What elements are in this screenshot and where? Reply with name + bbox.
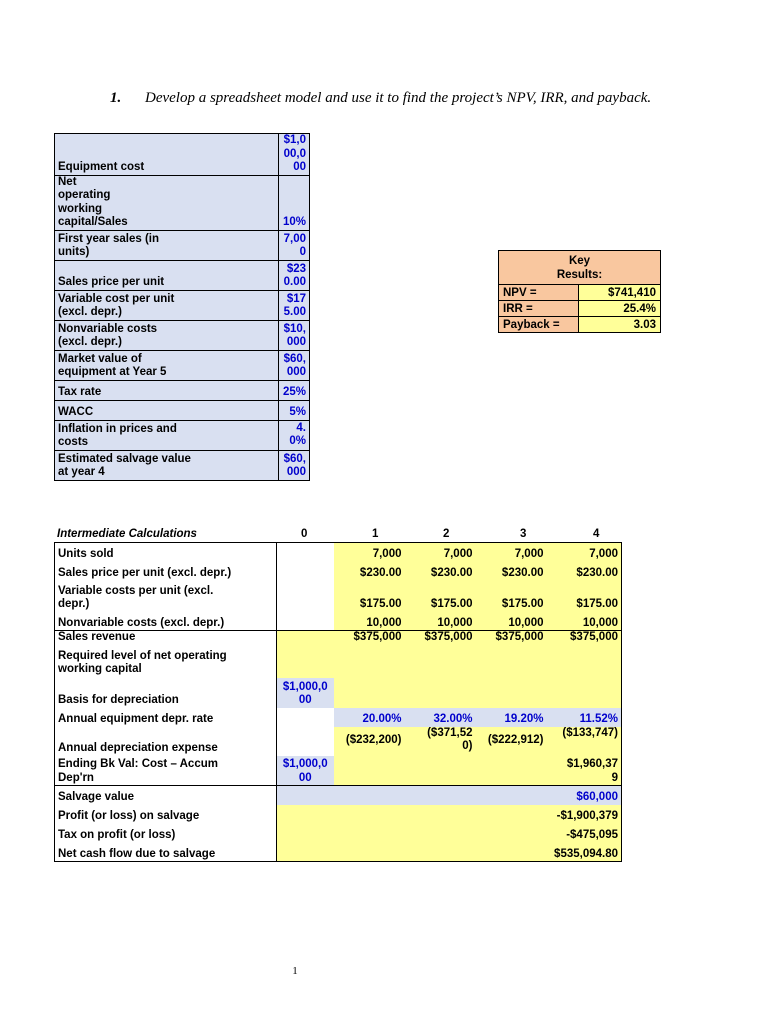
row-label: Ending Bk Val: Cost – Accum Dep'rn (55, 756, 277, 786)
irr-label: IRR = (499, 301, 579, 317)
row-label: Salvage value (55, 786, 277, 805)
cell[interactable]: $375,000 (547, 631, 622, 650)
cell[interactable]: $230.00 (547, 562, 622, 581)
table-row (55, 543, 622, 562)
cell[interactable]: $535,094.80 (547, 843, 622, 862)
question-text: Develop a spreadsheet model and use it to find the project’s NPV, IRR, and payback. (145, 90, 652, 106)
year-0-header: 0 (301, 528, 308, 540)
input-label: Variable cost per unit (excl. depr.) (55, 290, 279, 320)
cell[interactable]: 10,000 (405, 612, 476, 631)
table-row (55, 786, 622, 805)
cell[interactable]: 7,000 (547, 543, 622, 562)
row-label: Profit (or loss) on salvage (55, 805, 277, 824)
table-row (55, 805, 622, 824)
cell[interactable] (277, 727, 334, 756)
table-row (55, 843, 622, 862)
irr-value[interactable]: 25.4% (579, 301, 661, 317)
irr-row (499, 301, 661, 317)
cell[interactable] (277, 631, 334, 650)
table-row (55, 824, 622, 843)
input-row (55, 175, 310, 230)
cell[interactable] (277, 708, 334, 727)
year-3-header: 3 (520, 528, 527, 540)
input-label: Market value of equipment at Year 5 (55, 350, 279, 380)
cell[interactable] (334, 843, 405, 862)
cell[interactable] (405, 843, 476, 862)
page-number: 1 (292, 965, 298, 977)
cell[interactable]: 7,000 (334, 543, 405, 562)
question-number: 1. (110, 90, 122, 106)
input-value[interactable]: $1,000,000 (278, 134, 309, 176)
cell[interactable]: $1,000,000 (277, 756, 334, 786)
cell[interactable]: 10,000 (476, 612, 547, 631)
input-label: Inflation in prices and costs (55, 420, 279, 450)
cell[interactable]: ($133,747) (547, 727, 622, 756)
input-row (55, 350, 310, 380)
input-label: Equipment cost (55, 134, 279, 176)
key-results-title: Key Results: (499, 251, 661, 285)
cell[interactable]: ($371,520) (405, 727, 476, 756)
cell[interactable]: $375,000 (405, 631, 476, 650)
cell[interactable] (405, 650, 476, 678)
row-label: Required level of net operating working capital (55, 650, 277, 678)
intermediate-calculations-table (54, 542, 622, 862)
table-row (55, 756, 622, 786)
cell[interactable]: 19.20% (476, 708, 547, 727)
input-row (55, 290, 310, 320)
cell[interactable] (277, 786, 334, 805)
key-results-table (498, 250, 661, 333)
cell[interactable] (334, 678, 405, 708)
npv-value[interactable]: $741,410 (579, 285, 661, 301)
cell[interactable]: 7,000 (476, 543, 547, 562)
input-value[interactable]: $230.00 (278, 260, 309, 290)
input-row (55, 450, 310, 480)
inputs-table (54, 133, 310, 481)
cell[interactable]: 10,000 (334, 612, 405, 631)
input-row (55, 400, 310, 420)
cell[interactable] (405, 824, 476, 843)
cell[interactable]: $375,000 (476, 631, 547, 650)
cell[interactable]: 20.00% (334, 708, 405, 727)
cell[interactable]: $60,000 (547, 786, 622, 805)
input-row (55, 420, 310, 450)
cell[interactable]: 7,000 (405, 543, 476, 562)
cell[interactable] (334, 786, 405, 805)
input-value[interactable]: $175.00 (278, 290, 309, 320)
cell[interactable] (476, 843, 547, 862)
input-row (55, 230, 310, 260)
cell[interactable]: $175.00 (334, 581, 405, 612)
cell[interactable] (277, 805, 334, 824)
cell[interactable]: $230.00 (334, 562, 405, 581)
npv-label: NPV = (499, 285, 579, 301)
cell[interactable] (334, 805, 405, 824)
calc-header (54, 528, 634, 542)
input-row (55, 260, 310, 290)
cell[interactable] (277, 562, 334, 581)
cell[interactable]: $375,000 (334, 631, 405, 650)
cell[interactable] (476, 786, 547, 805)
table-row (55, 727, 622, 756)
table-row (55, 581, 622, 612)
input-value[interactable]: $60,000 (278, 350, 309, 380)
cell[interactable] (405, 678, 476, 708)
cell[interactable] (547, 678, 622, 708)
cell[interactable]: $175.00 (405, 581, 476, 612)
input-value[interactable]: 7,000 (278, 230, 309, 260)
cell[interactable]: $230.00 (476, 562, 547, 581)
cell[interactable]: ($232,200) (334, 727, 405, 756)
cell[interactable] (277, 612, 334, 631)
cell[interactable]: $175.00 (476, 581, 547, 612)
cell[interactable]: -$1,900,379 (547, 805, 622, 824)
payback-row (499, 317, 661, 333)
input-label: Nonvariable costs (excl. depr.) (55, 320, 279, 350)
input-label: Net operating working capital/Sales (55, 175, 279, 230)
cell[interactable] (405, 756, 476, 786)
row-label: Basis for depreciation (55, 678, 277, 708)
cell[interactable]: -$475,095 (547, 824, 622, 843)
table-row (55, 562, 622, 581)
cell[interactable]: ($222,912) (476, 727, 547, 756)
page-heading (110, 90, 750, 107)
input-value[interactable]: $60,000 (278, 450, 309, 480)
cell[interactable] (277, 650, 334, 678)
table-row (55, 650, 622, 678)
input-row (55, 134, 310, 176)
cell[interactable] (277, 581, 334, 612)
payback-value[interactable]: 3.03 (579, 317, 661, 333)
row-label: Tax on profit (or loss) (55, 824, 277, 843)
cell[interactable] (476, 756, 547, 786)
input-value[interactable]: 25% (278, 380, 309, 400)
cell[interactable] (405, 805, 476, 824)
input-row (55, 320, 310, 350)
cell[interactable]: $175.00 (547, 581, 622, 612)
row-label: Units sold (55, 543, 277, 562)
input-value[interactable]: 4.0% (278, 420, 309, 450)
cell[interactable]: $1,000,000 (277, 678, 334, 708)
table-row (55, 631, 622, 650)
calc-title: Intermediate Calculations (57, 528, 197, 540)
year-1-header: 1 (372, 528, 379, 540)
cell[interactable]: $1,960,379 (547, 756, 622, 786)
input-label: First year sales (in units) (55, 230, 279, 260)
cell[interactable]: 32.00% (405, 708, 476, 727)
payback-label: Payback = (499, 317, 579, 333)
row-label: Sales revenue (55, 631, 277, 650)
year-4-header: 4 (593, 528, 600, 540)
npv-row (499, 285, 661, 301)
cell[interactable] (334, 824, 405, 843)
cell[interactable]: 11.52% (547, 708, 622, 727)
input-row (55, 380, 310, 400)
cell[interactable]: $230.00 (405, 562, 476, 581)
table-row (55, 612, 622, 631)
input-value[interactable]: 5% (278, 400, 309, 420)
cell[interactable] (277, 824, 334, 843)
cell[interactable] (334, 756, 405, 786)
year-2-header: 2 (443, 528, 450, 540)
cell[interactable] (277, 543, 334, 562)
cell[interactable] (405, 786, 476, 805)
input-label: Sales price per unit (55, 260, 279, 290)
cell[interactable] (476, 805, 547, 824)
row-label: Nonvariable costs (excl. depr.) (55, 612, 277, 631)
input-value[interactable]: 10% (278, 175, 309, 230)
row-label: Variable costs per unit (excl. depr.) (55, 581, 277, 612)
cell[interactable] (476, 650, 547, 678)
row-label: Annual equipment depr. rate (55, 708, 277, 727)
cell[interactable] (334, 650, 405, 678)
cell[interactable] (547, 650, 622, 678)
row-label: Sales price per unit (excl. depr.) (55, 562, 277, 581)
input-label: Tax rate (55, 380, 279, 400)
cell[interactable] (277, 843, 334, 862)
input-label: WACC (55, 400, 279, 420)
input-value[interactable]: $10,000 (278, 320, 309, 350)
cell[interactable]: 10,000 (547, 612, 622, 631)
row-label: Annual depreciation expense (55, 727, 277, 756)
input-label: Estimated salvage value at year 4 (55, 450, 279, 480)
cell[interactable] (476, 678, 547, 708)
row-label: Net cash flow due to salvage (55, 843, 277, 862)
cell[interactable] (476, 824, 547, 843)
table-row (55, 708, 622, 727)
table-row (55, 678, 622, 708)
